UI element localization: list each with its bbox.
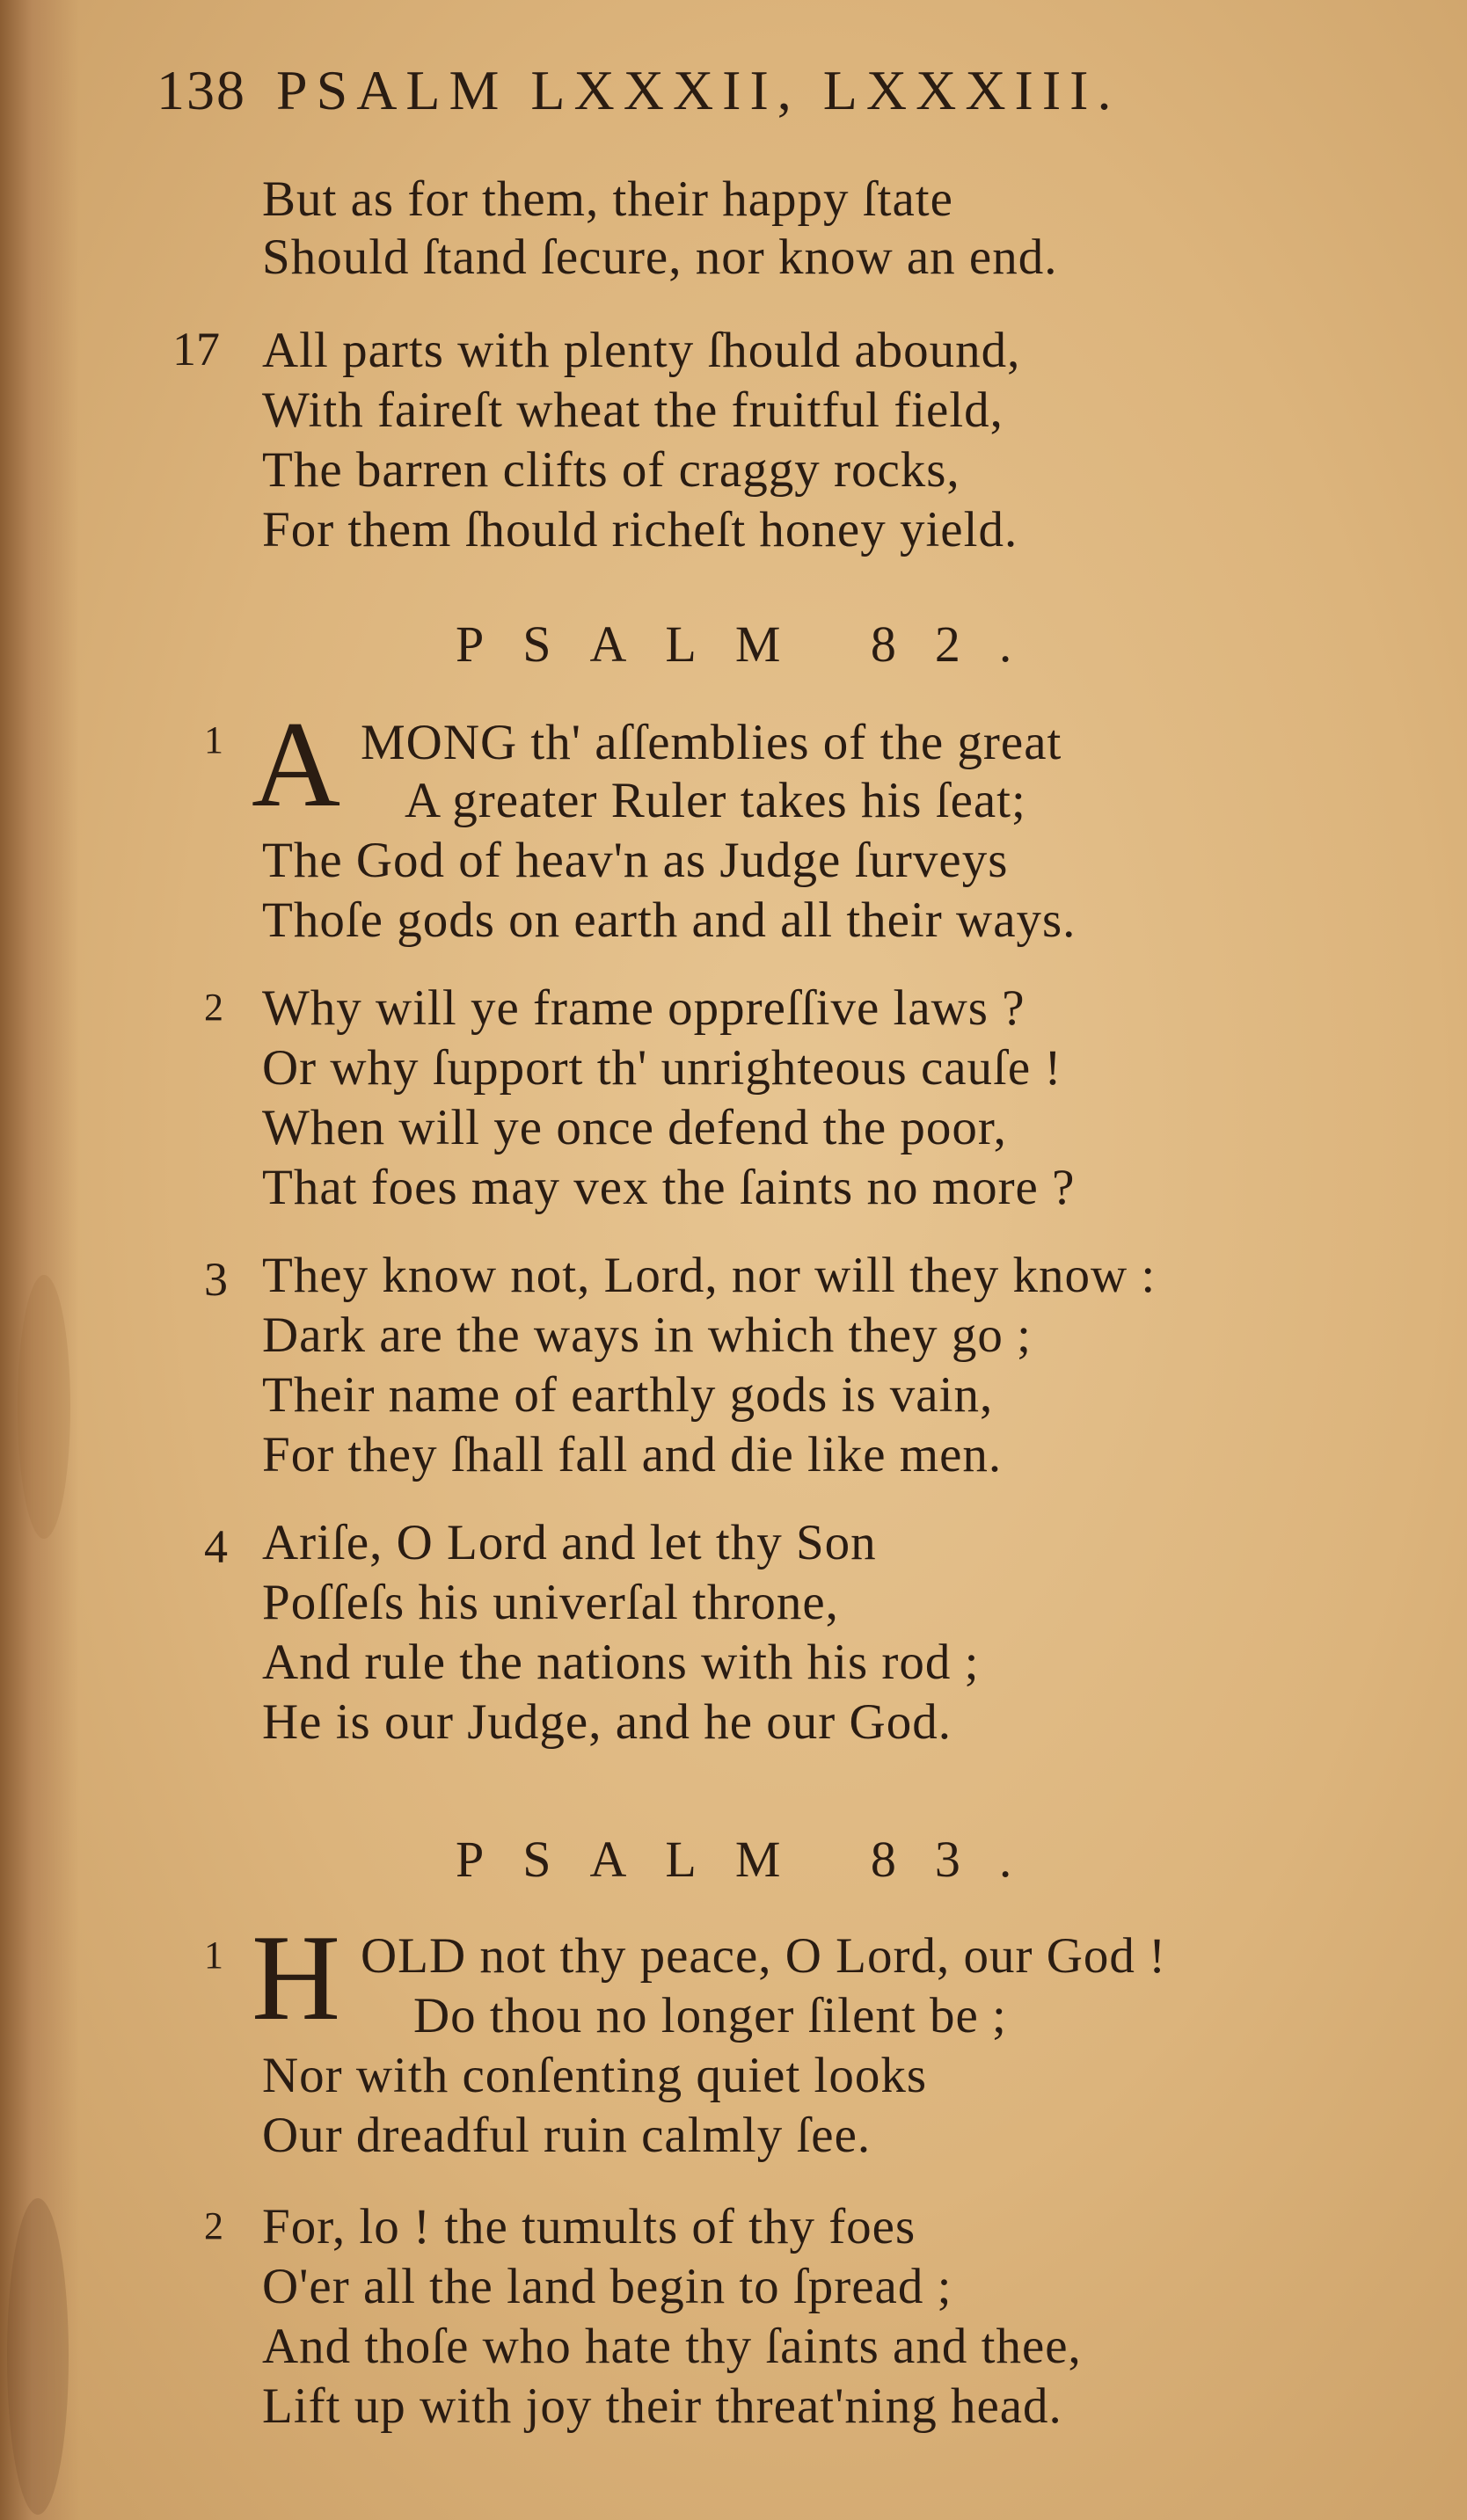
verse-line: Thoſe gods on earth and all their ways. [262,892,1077,948]
verse-number: 3 [204,1253,228,1306]
verse-number: 1 [204,1934,223,1977]
verse-number: 1 [204,718,223,761]
paper-stain [7,2198,69,2515]
verse-line: Do thou no longer ſilent be ; [413,1988,1007,2043]
verse-line: Why will ye frame oppreſſive laws ? [262,980,1025,1036]
verse-line: Nor with conſenting quiet looks [262,2048,928,2103]
psalm-83-title: PSALM 83. [456,1831,1051,1888]
verse-line: That foes may vex the ſaints no more ? [262,1160,1076,1215]
verse-line: Should ſtand ſecure, nor know an end. [262,229,1058,285]
verse-number: 2 [204,986,223,1029]
verse-line: The barren clifts of craggy rocks, [262,442,960,498]
verse-line: But as for them, their happy ſtate [262,171,953,227]
verse-line: Lift up with joy their threat'ning head. [262,2378,1062,2434]
verse-line: O'er all the land begin to ſpread ; [262,2259,952,2314]
running-head-title: PSALM LXXXII, LXXXIII. [276,59,1120,121]
verse-line: All parts with plenty ſhould abound, [262,323,1021,378]
verse-line: For them ſhould richeſt honey yield. [262,502,1018,557]
verse-line: And thoſe who hate thy ſaints and thee, [262,2319,1082,2374]
verse-line: A greater Ruler takes his ſeat; [405,773,1026,828]
verse-line: OLD not thy peace, O Lord, our God ! [361,1928,1167,1984]
verse-line: For, lo ! the tumults of thy foes [262,2199,916,2254]
drop-cap: A [252,696,341,833]
verse-line: Their name of earthly gods is vain, [262,1367,994,1423]
verse-line: With faireſt wheat the fruitful field, [262,382,1004,438]
paper-stain [18,1275,70,1539]
verse-line: And rule the nations with his rod ; [262,1635,980,1690]
verse-line: Our dreadful ruin calmly ſee. [262,2108,872,2163]
verse-line: Poſſeſs his univerſal throne, [262,1575,839,1630]
page-number: 138 [157,59,246,121]
running-head [157,58,1120,128]
verse-line: For they ſhall fall and die like men. [262,1427,1003,1482]
verse-line: MONG th' aſſemblies of the great [361,715,1062,770]
verse-number: 17 [172,323,220,375]
verse-line: He is our Judge, and he our God. [262,1694,952,1750]
verse-line: Dark are the ways in which they go ; [262,1307,1032,1363]
verse-line: Or why ſupport th' unrighteous cauſe ! [262,1040,1062,1096]
verse-number: 4 [204,1520,228,1573]
verse-line: The God of heav'n as Judge ſurveys [262,833,1009,888]
verse-line: They know not, Lord, nor will they know : [262,1248,1157,1303]
verse-number: 2 [204,2204,223,2247]
verse-line: When will ye once defend the poor, [262,1100,1007,1155]
psalm-82-title: PSALM 82. [456,615,1051,673]
page-edge-shadow [0,0,79,2520]
verse-line: Ariſe, O Lord and let thy Son [262,1515,877,1570]
drop-cap: H [252,1910,341,2046]
